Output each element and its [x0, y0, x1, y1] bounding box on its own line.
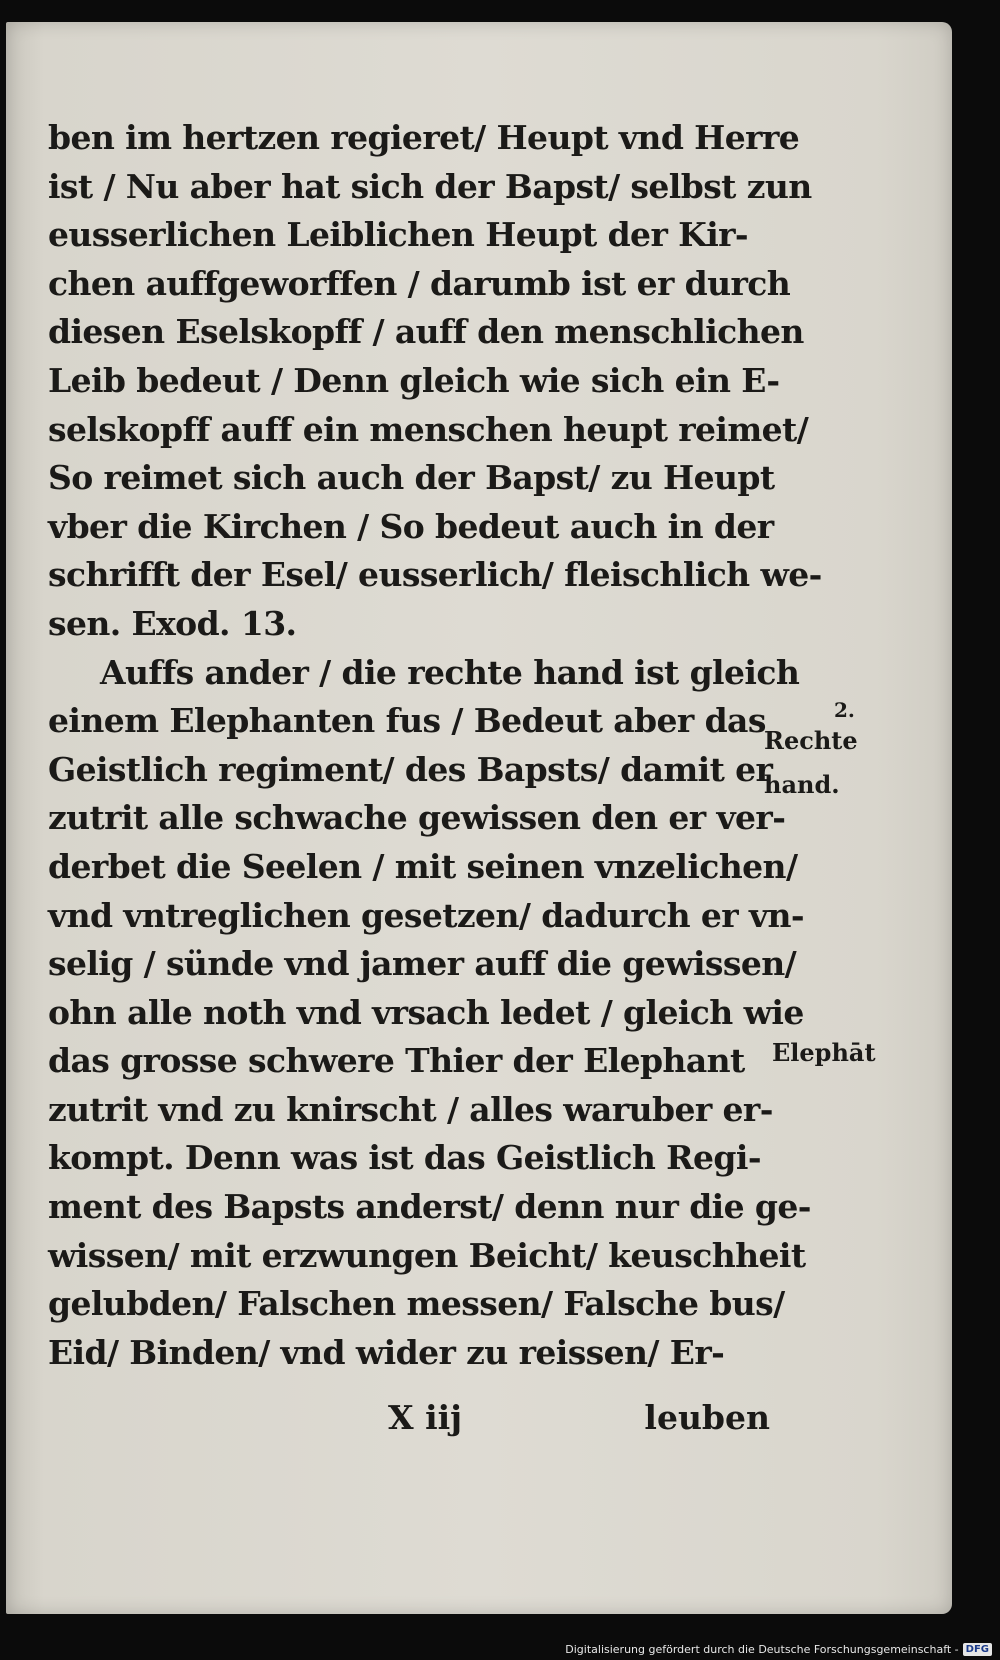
text-line: chen auffgeworffen / darumb ist er durch: [48, 263, 791, 303]
text-line: zutrit vnd zu knirscht / alles waruber er-: [48, 1089, 773, 1129]
text-line: ben im hertzen regieret/ Heupt vnd Herre: [48, 118, 800, 157]
signature-mark: X iij: [388, 1398, 463, 1437]
digitization-credit: [565, 1643, 992, 1656]
margin-note-hand: hand.: [764, 770, 840, 799]
text-line: diesen Eselskopff / auff den menschlichen: [48, 312, 804, 352]
text-line: schrifft der Esel/ eusserlich/ fleischlich we-: [48, 555, 822, 595]
margin-note-number: 2.: [834, 698, 855, 722]
text-line: ment des Bapsts anderst/ denn nur die ge-: [48, 1187, 811, 1227]
text-line: zutrit alle schwache gewissen den er ver-: [48, 798, 786, 838]
text-line: vber die Kirchen / So bedeut auch in der: [48, 506, 774, 546]
catchword: leuben: [644, 1398, 770, 1437]
body-text: [48, 114, 822, 1377]
text-line: Leib bedeut / Denn gleich wie sich ein E-: [48, 360, 780, 400]
text-line: Geistlich regiment/ des Bapsts/ damit er: [48, 749, 773, 789]
text-line: das grosse schwere Thier der Elephant: [48, 1041, 745, 1081]
text-line: ohn alle noth vnd vrsach ledet / gleich wie: [48, 992, 804, 1032]
text-line: selig / sünde vnd jamer auff die gewissen/: [48, 944, 797, 984]
text-line: eusserlichen Leiblichen Heupt der Kir-: [48, 215, 749, 255]
text-line: ist / Nu aber hat sich der Bapst/ selbst zun: [48, 166, 812, 206]
text-line: derbet die Seelen / mit seinen vnzelichen/: [48, 846, 798, 886]
margin-note-elephant: Elephāt: [772, 1038, 876, 1067]
credit-text: Digitalisierung gefördert durch die Deutsche Forschungsgemeinschaft -: [565, 1643, 959, 1656]
text-line: kompt. Denn was ist das Geistlich Regi-: [48, 1138, 761, 1178]
page-footer-line: [48, 1398, 770, 1448]
dfg-logo: DFG: [963, 1643, 992, 1656]
text-line: wissen/ mit erzwungen Beicht/ keuschheit: [48, 1235, 806, 1275]
text-line: Eid/ Binden/ vnd wider zu reissen/ Er-: [48, 1332, 725, 1372]
text-line: So reimet sich auch der Bapst/ zu Heupt: [48, 458, 775, 498]
text-line: sen. Exod. 13.: [48, 603, 297, 643]
text-line: einem Elephanten fus / Bedeut aber das: [48, 701, 766, 741]
text-line-paragraph-start: Auffs ander / die rechte hand ist gleich: [100, 652, 800, 692]
book-page: [6, 22, 952, 1614]
text-line: selskopff auff ein menschen heupt reimet/: [48, 409, 809, 449]
text-line: vnd vntreglichen gesetzen/ dadurch er vn-: [48, 895, 805, 935]
text-line: gelubden/ Falschen messen/ Falsche bus/: [48, 1284, 785, 1324]
margin-note-rechte: Rechte: [764, 726, 858, 755]
